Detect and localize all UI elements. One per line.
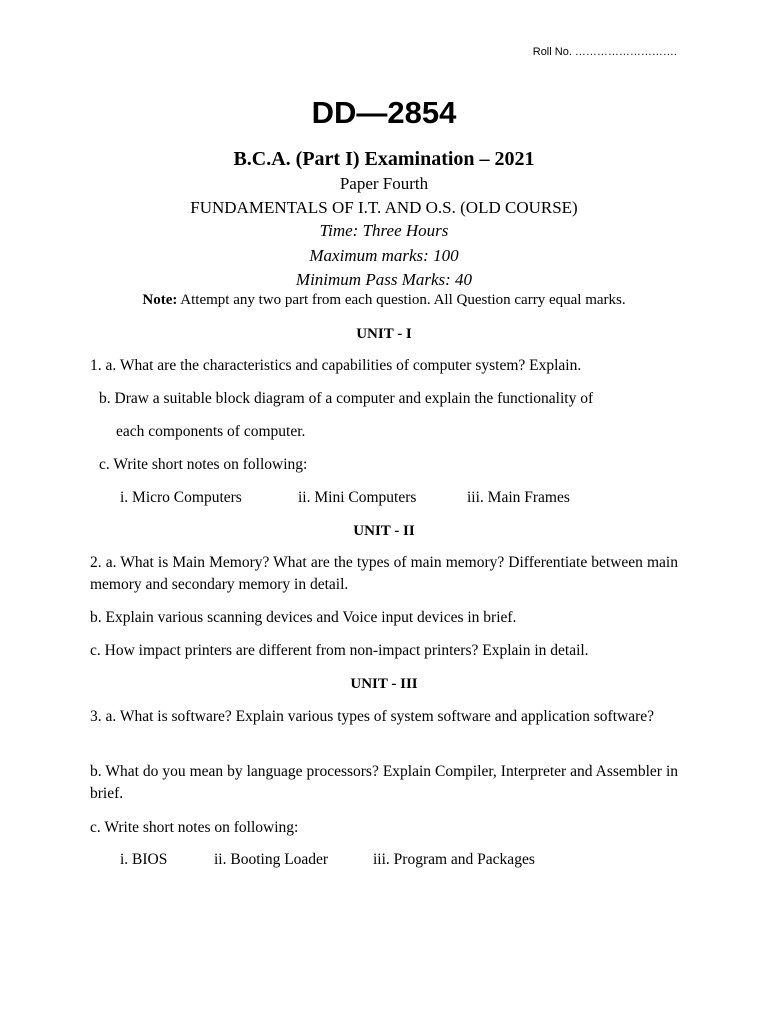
minimum-pass-marks: Minimum Pass Marks: 40: [295, 270, 473, 289]
question-3c-item-3: iii. Program and Packages: [373, 851, 535, 868]
maximum-marks: Maximum marks: 100: [309, 246, 459, 265]
unit-1-heading: UNIT - I: [356, 326, 412, 342]
question-1a: 1. a. What are the characteristics and capabilities of computer system? Explain.: [90, 357, 582, 374]
paper-code: DD—2854: [311, 95, 457, 130]
note-label: Note:: [142, 292, 178, 308]
time-allowed: Time: Three Hours: [319, 221, 449, 240]
unit-2-heading: UNIT - II: [353, 523, 415, 539]
question-1b-line-2: each components of computer.: [116, 423, 306, 440]
subject-title: FUNDAMENTALS OF I.T. AND O.S. (OLD COURSE): [190, 198, 578, 217]
question-3c-item-2: ii. Booting Loader: [214, 851, 329, 868]
instructions-note: [0, 290, 768, 310]
question-3c: c. Write short notes on following:: [90, 819, 299, 836]
question-2a: 2. a. What is Main Memory? What are the types of main memory? Differentiate between main memory and secondary memory in detail.: [90, 554, 678, 593]
note-text: Attempt any two part from each question. All Question carry equal marks.: [177, 292, 626, 308]
unit-3-heading: UNIT - III: [350, 676, 418, 692]
exam-title: B.C.A. (Part I) Examination – 2021: [233, 148, 535, 170]
question-1b-line-1: b. Draw a suitable block diagram of a computer and explain the functionality of: [99, 390, 594, 407]
question-3c-item-1: i. BIOS: [120, 851, 168, 868]
roll-number-field: Roll No. ……………………….: [532, 46, 677, 58]
question-1c-item-2: ii. Mini Computers: [298, 489, 417, 506]
question-1c-item-1: i. Micro Computers: [120, 489, 242, 506]
question-2c: c. How impact printers are different from non-impact printers? Explain in detail.: [90, 642, 589, 659]
question-2b: b. Explain various scanning devices and Voice input devices in brief.: [90, 609, 517, 626]
question-3b: b. What do you mean by language processors? Explain Compiler, Interpreter and Assembler in brief.: [90, 763, 678, 802]
question-3a: 3. a. What is software? Explain various types of system software and application software?: [90, 708, 655, 725]
question-1c-item-3: iii. Main Frames: [467, 489, 570, 506]
question-1c: c. Write short notes on following:: [99, 456, 308, 473]
paper-number: Paper Fourth: [339, 174, 429, 193]
